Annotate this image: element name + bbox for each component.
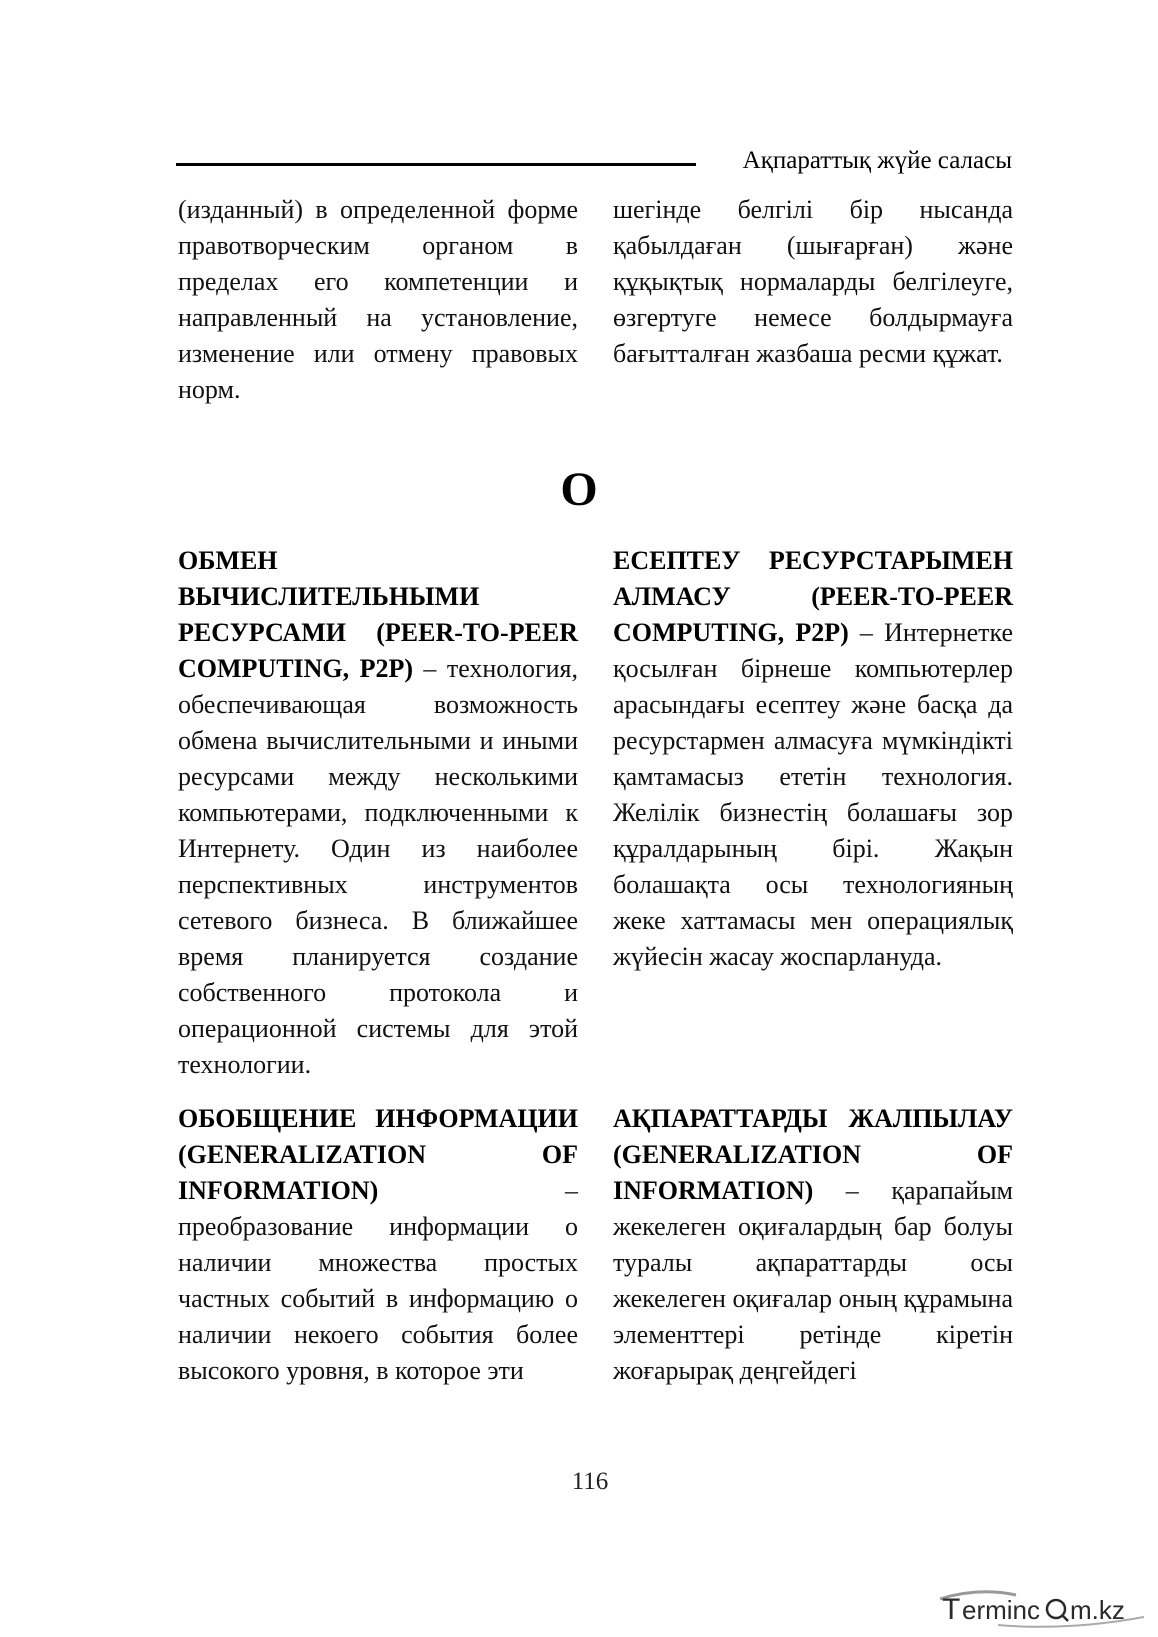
top-left-continuation (178, 192, 578, 408)
watermark-logo-icon (938, 1585, 1148, 1629)
entry-definition: – технология, обеспечивающая возможность обмена вычислительными и иными ресурсами между несколькими компьютерами, подключенными к Интернету. Один из наиболее перспективных инструментов сетевого бизнеса. В ближайшее время планируется создание собственного протокола и операционной системы для этой технологии. (178, 654, 578, 1079)
entry-ru-peer-to-peer (178, 543, 578, 1083)
continuation-text-kz: шегінде белгілі бір нысанда қабылдаған (шығарған) және құқықтық нормаларды белгілеуге, өзгертуге немесе болдырмауға бағытталған жазбаша ресми құжат. (613, 195, 1013, 368)
entry-text (613, 543, 1013, 975)
page-number: 116 (571, 1468, 609, 1495)
entry-text (178, 1101, 578, 1389)
entry-kz-peer-to-peer (613, 543, 1013, 975)
entry-kz-generalization (613, 1101, 1013, 1389)
entry-ru-generalization (178, 1101, 578, 1389)
entry-term: ЕСЕПТЕУ РЕСУРСТАРЫМЕН АЛМАСУ (PEER-TO-PEER COMPUTING, P2P) (613, 546, 1013, 647)
entry-text (178, 543, 578, 1083)
termincom-watermark-logo (938, 1585, 1148, 1629)
continuation-text-ru: (изданный) в определенной форме правотворческим органом в пределах его компетенции и направленный на установление, изменение или отмену правовых норм. (178, 195, 578, 404)
section-letter: О (560, 463, 598, 516)
entry-definition: – қарапайым жекелеген оқиғалардың бар болуы туралы ақпараттарды осы жекелеген оқиғалар оның құрамына элементтері ретінде кіретін жоғарырақ деңгейдегі (613, 1176, 1013, 1385)
entry-term: АҚПАРАТТАРДЫ ЖАЛПЫЛАУ (GENERALIZATION OF INFORMATION) (613, 1104, 1013, 1205)
running-header: Ақпараттық жүйе саласы (742, 147, 1012, 174)
top-right-continuation (613, 192, 1013, 372)
entry-definition: – Интернетке қосылған бірнеше компьютерлер арасындағы есептеу және басқа да ресурстармен алмасуға мүмкіндікті қамтамасыз ететін технология. Желілік бизнестің болашағы зор құралдарының бірі. Жақын болашақта осы технологияның жеке хаттамасы мен операциялық жүйесін жасау жоспарлануда. (613, 618, 1013, 971)
entry-text (613, 1101, 1013, 1389)
entry-definition: – преобразование информации о наличии множества простых частных событий в информацию о наличии некоего события более высокого уровня, в которое эти (178, 1176, 578, 1385)
header-rule (176, 163, 696, 166)
svg-text:erminc: erminc (962, 1595, 1041, 1625)
entry-term: ОБОБЩЕНИЕ ИНФОРМАЦИИ (GENERALIZATION OF INFORMATION) (178, 1104, 578, 1205)
entry-term: ОБМЕН ВЫЧИСЛИТЕЛЬНЫМИ РЕСУРСАМИ (PEER-TO-PEER COMPUTING, P2P) (178, 546, 578, 683)
svg-text:m.kz: m.kz (1070, 1595, 1125, 1625)
svg-text:T: T (942, 1593, 961, 1626)
